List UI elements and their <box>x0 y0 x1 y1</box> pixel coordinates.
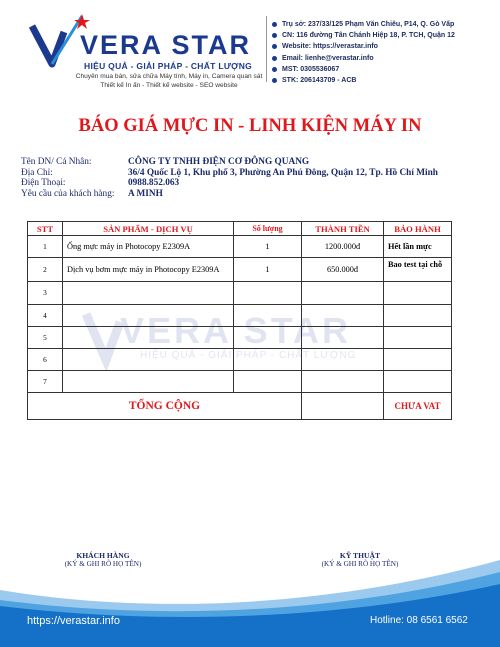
requester-value: A MINH <box>128 188 163 199</box>
cell-product <box>63 304 234 326</box>
brand-name: VERA STAR <box>80 30 252 60</box>
cell-warranty <box>384 304 452 326</box>
address-value: 36/4 Quốc Lộ 1, Khu phố 3, Phường An Phú Đông, Quận 12, Tp. Hồ Chí Minh <box>128 167 438 178</box>
document-icon <box>272 67 277 72</box>
header-divider <box>266 16 267 82</box>
tagline-line-2: Thiết kế In ấn - Thiết kế website - SEO website <box>100 82 238 89</box>
header-stt: STT <box>28 222 63 236</box>
table-row <box>28 326 452 348</box>
table-row <box>28 236 452 258</box>
cell-quantity: 1 <box>234 236 302 258</box>
cell-warranty <box>384 282 452 304</box>
mail-icon <box>272 56 277 61</box>
location-icon <box>272 33 277 38</box>
brand-tagline <box>58 72 280 90</box>
contact-tax-id: MST: 0305536067 <box>272 64 455 75</box>
total-amount <box>302 393 384 420</box>
cell-warranty: Hết lần mực <box>384 236 452 258</box>
header-product: SẢN PHẨM - DỊCH VỤ <box>63 222 234 236</box>
company-label: Tên DN/ Cá Nhân: <box>21 157 92 167</box>
location-icon <box>272 22 277 27</box>
cell-warranty <box>384 348 452 370</box>
cell-quantity <box>234 304 302 326</box>
cell-stt: 7 <box>28 371 63 393</box>
cell-quantity <box>234 326 302 348</box>
header-warranty: BẢO HÀNH <box>384 222 452 236</box>
contact-list <box>272 19 455 86</box>
cell-stt: 6 <box>28 348 63 370</box>
contact-bank-account: STK: 206143709 - ACB <box>272 75 455 86</box>
cell-amount: 1200.000đ <box>302 236 384 258</box>
cell-product <box>63 348 234 370</box>
cell-stt: 5 <box>28 326 63 348</box>
cell-amount: 650.000đ <box>302 258 384 282</box>
cell-quantity: 1 <box>234 258 302 282</box>
contact-address: Trụ sở: 237/33/125 Phạm Văn Chiêu, P14, Q. Gò Vấp <box>272 19 455 30</box>
header-quantity: Số lượng <box>234 222 302 236</box>
cell-amount <box>302 304 384 326</box>
document-title: BÁO GIÁ MỰC IN - LINH KIỆN MÁY IN <box>78 116 422 136</box>
footer-wave <box>0 560 500 647</box>
watermark-slogan: HIỆU QUẢ - GIẢI PHÁP - CHẤT LƯỢNG <box>140 350 357 361</box>
tagline-line-1: Chuyên mua bán, sửa chữa Máy tính, Máy in, Camera quan sát <box>75 73 263 80</box>
watermark-brand: VERA STAR <box>120 310 352 351</box>
phone-value: 0988.852.063 <box>128 178 180 188</box>
cell-amount <box>302 348 384 370</box>
cell-quantity <box>234 348 302 370</box>
cell-product <box>63 326 234 348</box>
table-row <box>28 371 452 393</box>
cell-product <box>63 282 234 304</box>
cell-quantity <box>234 282 302 304</box>
brand-slogan: HIỆU QUẢ - GIẢI PHÁP - CHẤT LƯỢNG <box>84 61 253 71</box>
company-logo <box>22 12 262 92</box>
cell-warranty <box>384 326 452 348</box>
phone-label: Điện Thoại: <box>21 178 66 188</box>
bank-icon <box>272 78 277 83</box>
cell-amount <box>302 371 384 393</box>
footer-url[interactable]: https://verastar.info <box>27 615 120 627</box>
total-row <box>28 393 452 420</box>
cell-warranty <box>384 371 452 393</box>
footer-hotline[interactable]: Hotline: 08 6561 6562 <box>370 615 468 626</box>
header-amount: THÀNH TIỀN <box>302 222 384 236</box>
cell-stt: 4 <box>28 304 63 326</box>
cell-product: Dịch vụ bơm mực máy in Photocopy E2309A <box>63 258 234 282</box>
customer-signature-note: (KÝ & GHI RÕ HỌ TÊN) <box>64 560 142 568</box>
table-row <box>28 258 452 282</box>
cell-quantity <box>234 371 302 393</box>
globe-icon <box>272 44 277 49</box>
table-row <box>28 282 452 304</box>
contact-email[interactable]: Email: lienhe@verastar.info <box>272 53 455 64</box>
requester-label: Yêu cầu của khách hàng: <box>21 188 115 199</box>
cell-warranty: Bao test tại chỗ <box>384 258 452 282</box>
vat-note: CHƯA VAT <box>384 393 452 420</box>
address-label: Địa Chỉ: <box>21 167 53 178</box>
cell-stt: 2 <box>28 258 63 282</box>
cell-stt: 3 <box>28 282 63 304</box>
technician-signature-title: KỸ THUẬT <box>339 551 381 560</box>
contact-branch: CN: 116 đường Tân Chánh Hiệp 18, P. TCH, Quận 12 <box>272 30 455 41</box>
cell-amount <box>302 326 384 348</box>
total-label: TỔNG CỘNG <box>28 393 302 420</box>
cell-stt: 1 <box>28 236 63 258</box>
technician-signature-note: (KÝ & GHI RÕ HỌ TÊN) <box>321 560 399 568</box>
contact-website[interactable]: Website: https://verastar.info <box>272 41 455 52</box>
cell-amount <box>302 282 384 304</box>
company-value: CÔNG TY TNHH ĐIỆN CƠ ĐÔNG QUANG <box>128 157 310 167</box>
cell-product: Ống mực máy in Photocopy E2309A <box>63 236 234 258</box>
quote-table <box>27 221 452 420</box>
table-header-row <box>28 222 452 236</box>
table-row <box>28 348 452 370</box>
table-row <box>28 304 452 326</box>
customer-signature-title: KHÁCH HÀNG <box>76 551 130 560</box>
cell-product <box>63 371 234 393</box>
